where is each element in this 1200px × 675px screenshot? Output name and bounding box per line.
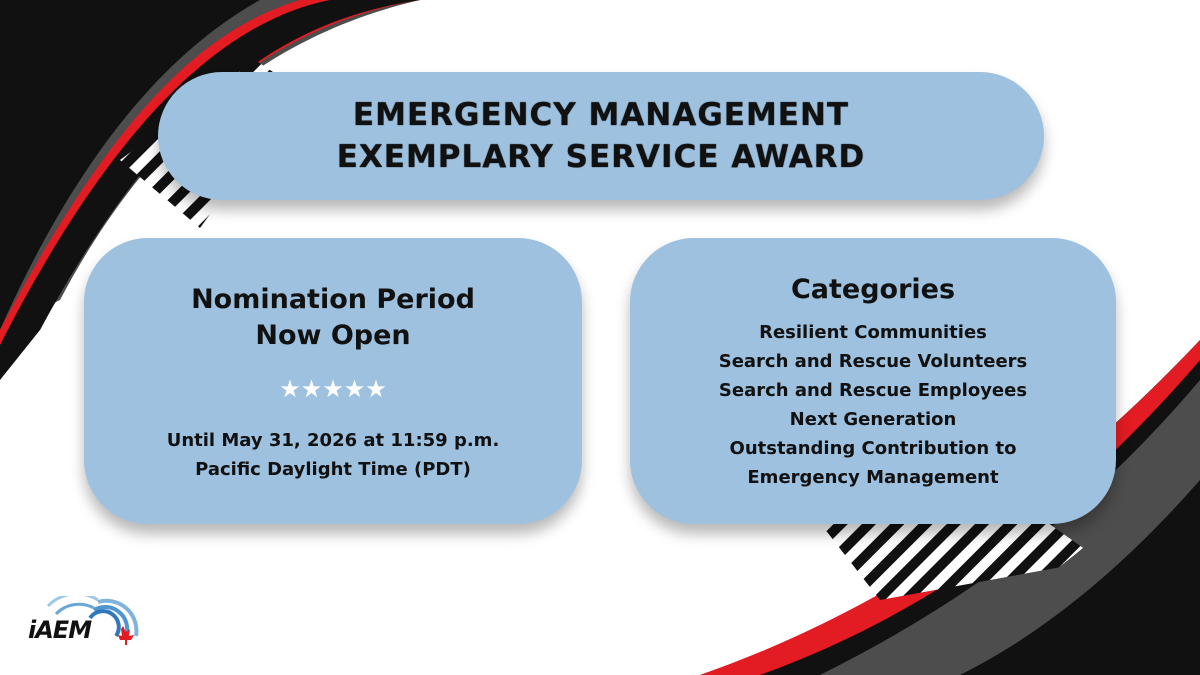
categories-panel xyxy=(630,238,1116,524)
categories-heading: Categories xyxy=(790,274,956,305)
category-item: Search and Rescue Volunteers xyxy=(718,351,1028,372)
category-item: Search and Rescue Employees xyxy=(718,380,1028,401)
category-item: Emergency Management xyxy=(747,467,999,488)
logo-text: iAEM xyxy=(28,616,92,644)
category-item: Outstanding Contribution to xyxy=(729,438,1017,459)
nomination-heading-line-1: Nomination Period xyxy=(191,284,475,315)
nomination-heading-line-2: Now Open xyxy=(255,320,411,351)
nomination-panel xyxy=(84,238,582,524)
iaem-logo xyxy=(28,596,140,652)
title-banner xyxy=(158,72,1044,200)
star-icons: ★★★★★ xyxy=(279,375,387,403)
deadline-line-1: Until May 31, 2026 at 11:59 p.m. xyxy=(166,430,500,451)
category-item: Next Generation xyxy=(789,409,957,430)
star-rating xyxy=(84,376,582,402)
title-line-1: EMERGENCY MANAGEMENT xyxy=(352,97,850,133)
deadline-line-2: Pacific Daylight Time (PDT) xyxy=(195,459,471,480)
title-line-2: EXEMPLARY SERVICE AWARD xyxy=(336,139,866,175)
category-item: Resilient Communities xyxy=(759,322,987,343)
